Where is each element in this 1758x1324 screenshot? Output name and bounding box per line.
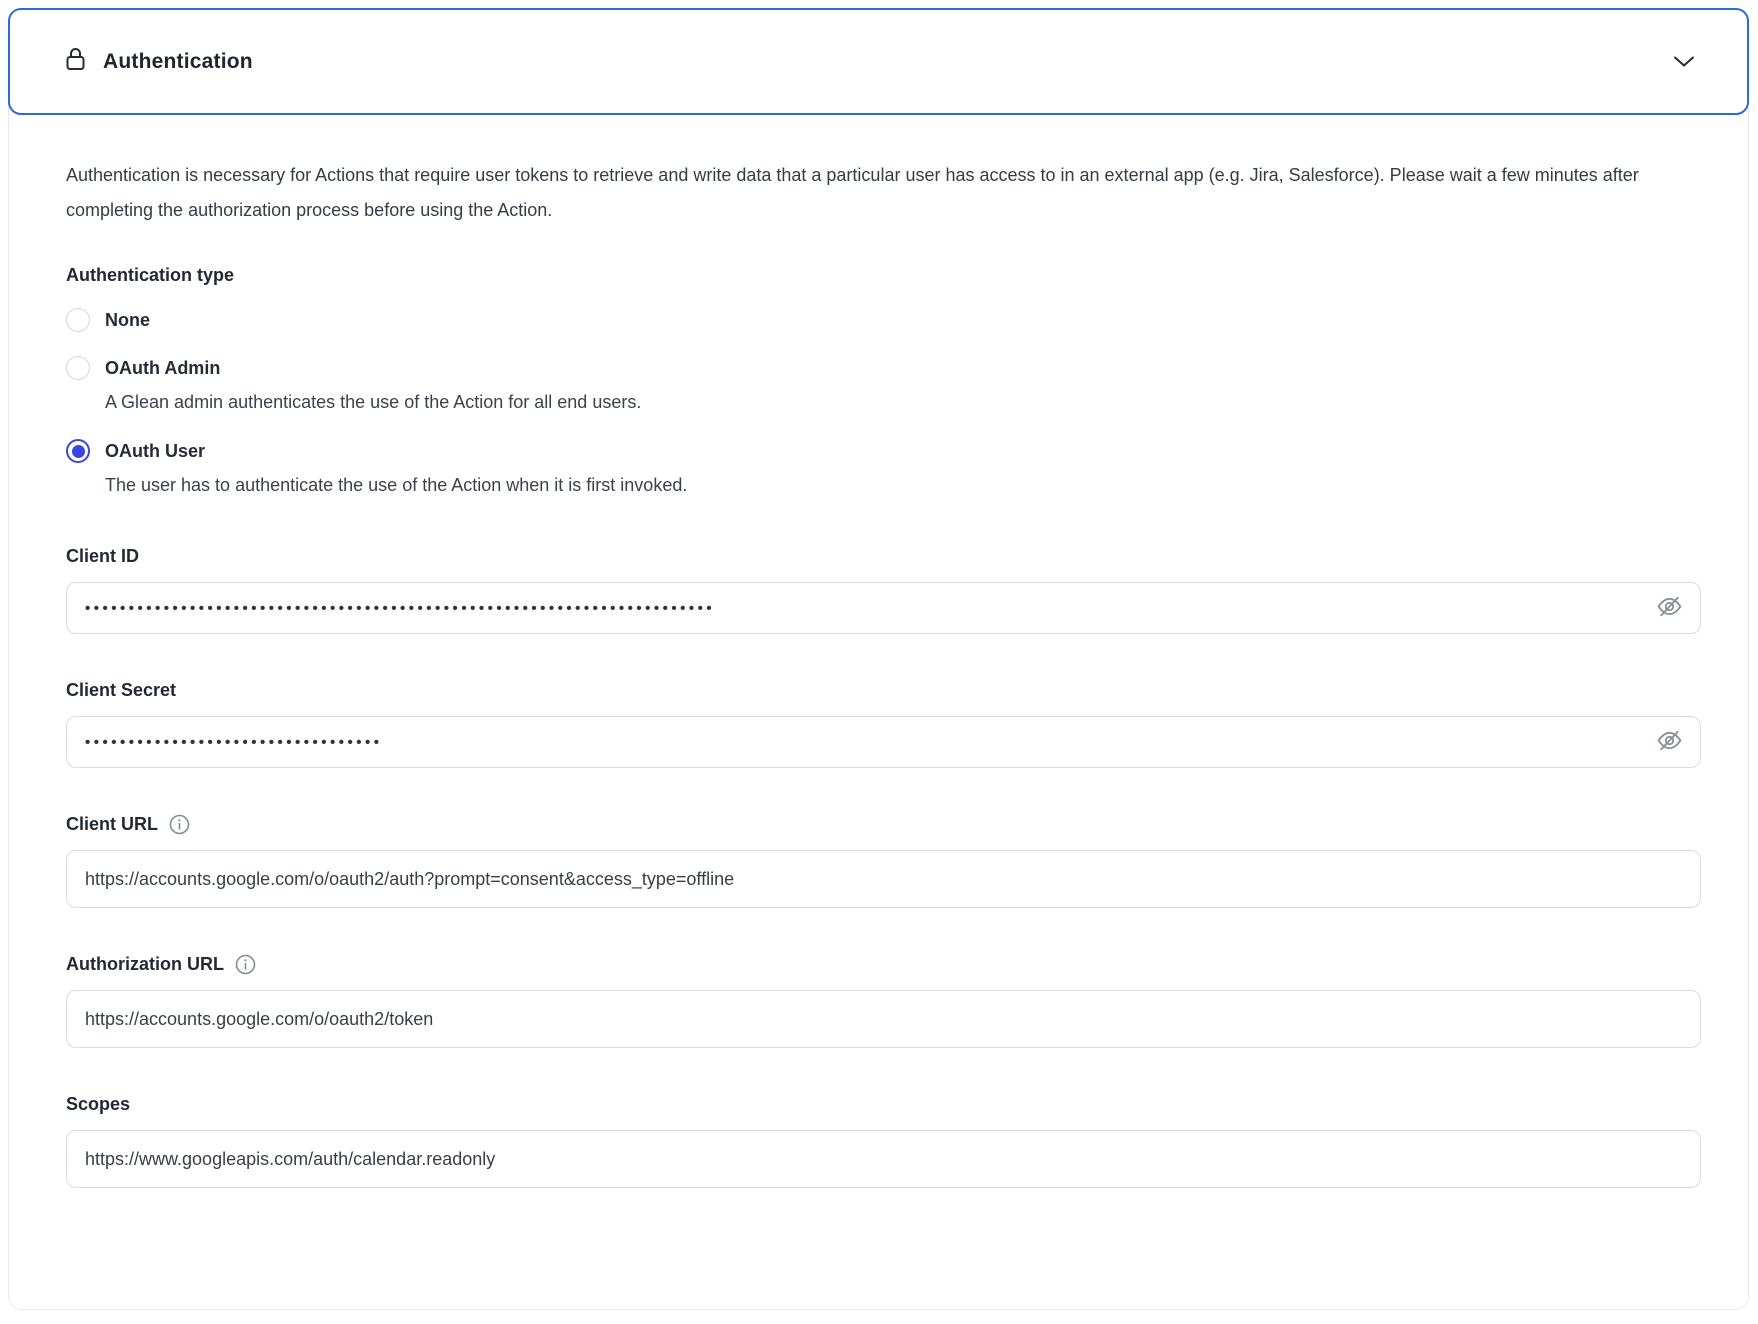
lock-icon — [64, 46, 87, 77]
eye-off-icon — [1656, 729, 1683, 755]
chevron-down-icon[interactable] — [1673, 55, 1695, 68]
eye-off-icon — [1656, 595, 1683, 621]
radio-none[interactable] — [66, 308, 90, 332]
section-title: Authentication — [103, 49, 253, 73]
radio-oauth-user-description: The user has to authenticate the use of the Action when it is first invoked. — [105, 475, 688, 495]
authorization-url-field-group — [66, 954, 1691, 1048]
client-url-label: Client URL — [66, 814, 158, 834]
radio-oauth-user-label[interactable]: OAuth User — [105, 440, 206, 461]
client-secret-field-group — [66, 680, 1691, 768]
client-id-field-group — [66, 546, 1691, 634]
client-url-field-group — [66, 814, 1691, 908]
radio-oauth-user[interactable] — [66, 439, 90, 463]
scopes-label: Scopes — [66, 1094, 131, 1114]
header-title-group — [64, 46, 253, 77]
radio-option-oauth-user[interactable] — [66, 439, 1691, 463]
radio-option-oauth-admin[interactable] — [66, 356, 1691, 380]
client-secret-label: Client Secret — [66, 680, 177, 700]
auth-type-label: Authentication type — [66, 265, 235, 285]
client-id-input[interactable] — [66, 582, 1701, 634]
radio-option-none[interactable] — [66, 308, 1691, 332]
client-id-label: Client ID — [66, 546, 140, 566]
client-secret-visibility-toggle[interactable] — [1654, 727, 1685, 757]
radio-oauth-admin-label[interactable]: OAuth Admin — [105, 357, 221, 378]
radio-oauth-admin[interactable] — [66, 356, 90, 380]
authentication-accordion-header[interactable] — [8, 8, 1749, 115]
authentication-card — [8, 8, 1749, 1310]
authentication-panel — [9, 116, 1748, 1309]
authentication-description: Authentication is necessary for Actions that require user tokens to retrieve and write data that a particular user has access to in an external app (e.g. Jira, Salesforce). Please wait a few minutes after completing the authorization process before using the Action. — [66, 165, 1639, 220]
authorization-url-input[interactable] — [66, 990, 1701, 1048]
client-url-input[interactable] — [66, 850, 1701, 908]
scopes-input[interactable] — [66, 1130, 1701, 1188]
scopes-field-group — [66, 1094, 1691, 1188]
authorization-url-label: Authorization URL — [66, 954, 224, 974]
info-icon[interactable] — [169, 814, 190, 835]
radio-none-label[interactable]: None — [105, 309, 150, 330]
radio-oauth-admin-description: A Glean admin authenticates the use of the Action for all end users. — [105, 392, 642, 412]
radio-selected-dot — [72, 445, 85, 458]
client-secret-input[interactable] — [66, 716, 1701, 768]
client-id-visibility-toggle[interactable] — [1654, 593, 1685, 623]
info-icon[interactable] — [235, 954, 256, 975]
